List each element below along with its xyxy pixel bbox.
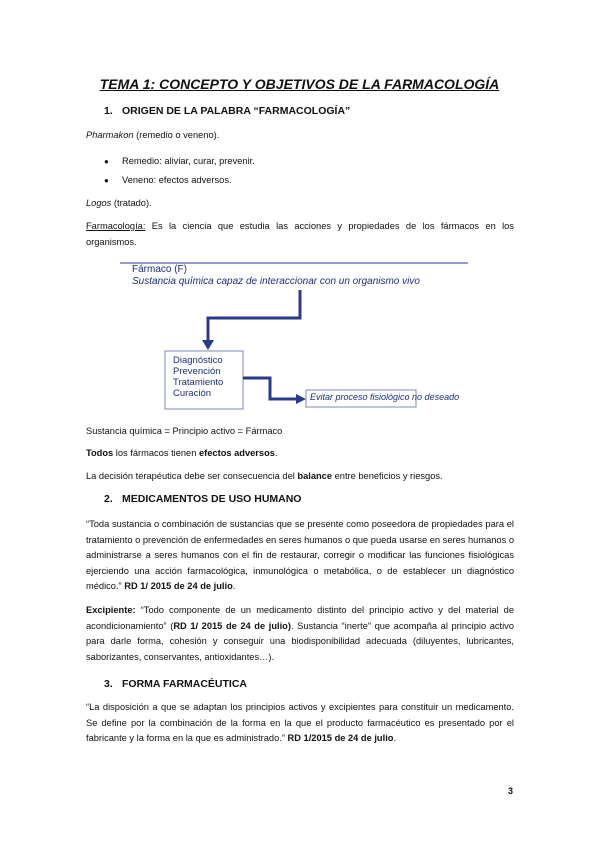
medicament-definition: “Toda sustancia o combinación de sustancias que se presente como poseedora de propiedades para el tratamiento o prevención de enfermedades en seres humanos o que pueda usarse en seres humanos o administrarse a seres humanos con el fin de restaurar, corregir o modificar las funciones fisiológicas ejerciendo una acción farmacológica, inmunológica o metabólica, o de establecer un diagnóstico médico.” RD 1/ 2015 de 24 de julio. [86,519,514,591]
page-number: 3 [508,786,514,796]
page-title: TEMA 1: CONCEPTO Y OBJETIVOS DE LA FARMACOLOGÍA [99,76,500,92]
pharmaco-diagram [120,262,480,412]
logos-line: Logos (tratado). [86,198,152,208]
section-2-heading: 2. MEDICAMENTOS DE USO HUMANO [104,493,302,505]
equivalence-line: Sustancia química = Principio activo = Fármaco [86,426,283,436]
bullet-icon: ● [104,157,109,166]
down-connector [208,290,300,342]
arrow-right-icon [296,394,306,404]
right-connector [243,378,298,399]
list-item: ● Veneno: efectos adversos. [104,175,232,185]
diagram-definition: Sustancia química capaz de interaccionar con un organismo vivo [132,276,420,287]
definition-paragraph: Farmacología: Es la ciencia que estudia las acciones y propiedades de los fármacos en los organismos. [86,221,514,247]
arrow-down-icon [202,340,214,350]
diagram-title: Fármaco (F) [132,264,187,275]
pharmakon-line: Pharmakon (remedio o veneno). [86,130,220,140]
excipient-paragraph: Excipiente: “Todo componente de un medicamento distinto del principio activo y del material de acondicionamiento” (RD 1/ 2015 de 24 de julio). Sustancia “inerte” que acompaña al principio activo para darle forma, cohesión y conseguir una biodisponibilidad adecuada (diluyentes, lubricantes, saborizantes, conservantes, antioxidantes…). [86,605,514,662]
decision-line: La decisión terapéutica debe ser consecuencia del balance entre beneficios y riesgos. [86,471,443,481]
dosage-form-definition: “La disposición a que se adaptan los principios activos y excipientes para constituir un medicamento. Se define por la combinación de la forma en la que el producto farmacéutico es presentado por el fabricante y la forma en la que es administrado.” RD 1/2015 de 24 de julio. [86,702,514,743]
diagram-uses-list: Diagnóstico Prevención Tratamiento Curación [173,355,224,399]
adverse-effects-line: Todos los fármacos tienen efectos adversos. [86,448,278,458]
diagram-avoid-label: Evitar proceso fisiológico no deseado [310,392,460,402]
section-1-heading: 1. ORIGEN DE LA PALABRA “FARMACOLOGÍA” [104,105,351,117]
section-3-heading: 3. FORMA FARMACÉUTICA [104,678,248,690]
bullet-icon: ● [104,176,109,185]
list-item: ● Remedio: aliviar, curar, prevenir. [104,156,255,166]
